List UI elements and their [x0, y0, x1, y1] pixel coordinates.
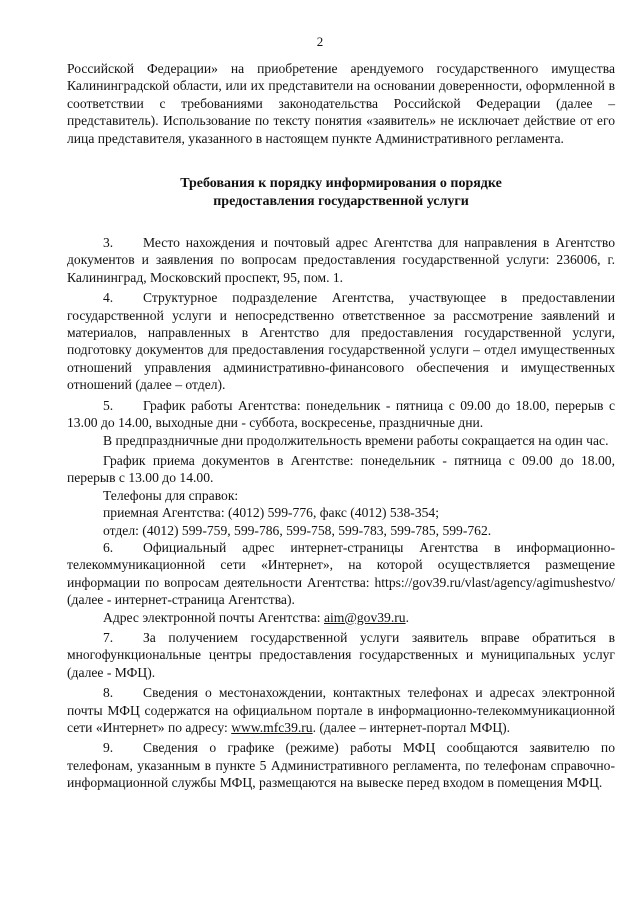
clause-7 — [67, 629, 615, 681]
clause-5-preholiday: В предпраздничные дни продолжительность времени работы сокращается на один час. — [103, 432, 609, 448]
section-heading-line-2: предоставления государственной услуги — [213, 194, 469, 210]
clause-4-number: 4. — [103, 290, 114, 306]
clause-7-text: За получением государственной услуги заявитель вправе обратиться в многофункциональные центры предоставления государственных и муниципальных услуг (далее - МФЦ). — [67, 629, 615, 680]
clause-9-text: Сведения о графике (режиме) работы МФЦ сообщаются заявителю по телефонам, указанным в пункте 5 Административного регламента, по телефонам справочно-информационной службы МФЦ, размещаются на вывеске перед входом в помещения МФЦ. — [67, 740, 615, 791]
phones-reception: приемная Агентства: (4012) 599-776, факс (4012) 538-354; — [103, 505, 440, 521]
page-number: 2 — [316, 34, 324, 49]
clause-3-number: 3. — [103, 235, 114, 251]
clause-8-text-suffix: . (далее – интернет-портал МФЦ). — [312, 720, 511, 735]
phones-department: отдел: (4012) 599-759, 599-786, 599-758, 599-783, 599-785, 599-762. — [103, 522, 492, 538]
clause-5 — [67, 397, 615, 432]
clause-8-text: Сведения о местонахождении, контактных телефонах и адресах электронной почты МФЦ содержатся на официальном портале в информационно-телекоммуникационной сети «Интернет» по адресу: — [67, 685, 615, 735]
section-heading-line-1: Требования к порядку информирования о порядке — [180, 176, 502, 192]
email-prefix: Адрес электронной почты Агентства: — [103, 609, 324, 625]
clause-7-number: 7. — [103, 629, 114, 645]
clause-5-number: 5. — [103, 397, 114, 413]
clause-8 — [67, 684, 615, 736]
clause-4-text: Структурное подразделение Агентства, участвующее в предоставлении государственной услуги и непосредственно ответственное за рассмотрение заявлений и материалов, направленных в Агентство для предоставления государственной услуги, подготовку документов для предоставления государственной услуги – отдел имущественных отношений управления административно-финансового обеспечения и имущественных отношений (далее – отдел). — [67, 290, 615, 393]
email-line — [67, 609, 615, 626]
clause-5-text: График работы Агентства: понедельник - пятница с 09.00 до 18.00, перерыв с 13.00 до 14.00, выходные дни - суббота, воскресенье, праздничные дни. — [67, 397, 615, 431]
clause-6 — [67, 539, 615, 609]
clause-3-text: Место нахождения и почтовый адрес Агентства для направления в Агентство документов и заявления по вопросам предоставления государственной услуги: 236006, г. Калининград, Московский проспект, 95, пом. 1. — [67, 235, 615, 285]
email-link[interactable]: aim@gov39.ru — [323, 609, 406, 625]
intro-paragraph: Российской Федерации» на приобретение арендуемого государственного имущества Калининградской области, или их представители на основании доверенности, оформленной в соответствии с требованиями законодательства Российской Федерации (далее – представитель). Использование по тексту понятия «заявитель» не исключает действие от его лица представителя, указанного в настоящем пункте Административного регламента. — [67, 61, 615, 146]
document-body — [67, 60, 615, 792]
section-heading — [67, 175, 615, 211]
email-suffix: . — [405, 609, 409, 625]
clause-8-number: 8. — [103, 685, 114, 701]
mfc-portal-link[interactable]: www.mfc39.ru — [231, 720, 313, 735]
clause-6-text: Официальный адрес интернет-страницы Агентства в информационно-телекоммуникационной сети «Интернет», на которой осуществляется размещение информации по вопросам деятельности Агентства: https://gov39.ru/vlast/agency/agimushestvo/ (далее - интернет-страница Агентства). — [67, 539, 615, 608]
phones-title: Телефоны для справок: — [103, 487, 239, 503]
clause-5-reception-schedule: График приема документов в Агентстве: понедельник - пятница с 09.00 до 18.00, перерыв с 13.00 до 14.00. — [67, 452, 615, 486]
clause-3 — [67, 234, 615, 286]
clause-6-number: 6. — [103, 539, 114, 555]
clause-9 — [67, 739, 615, 791]
clause-4 — [67, 289, 615, 393]
clause-9-number: 9. — [103, 740, 114, 756]
